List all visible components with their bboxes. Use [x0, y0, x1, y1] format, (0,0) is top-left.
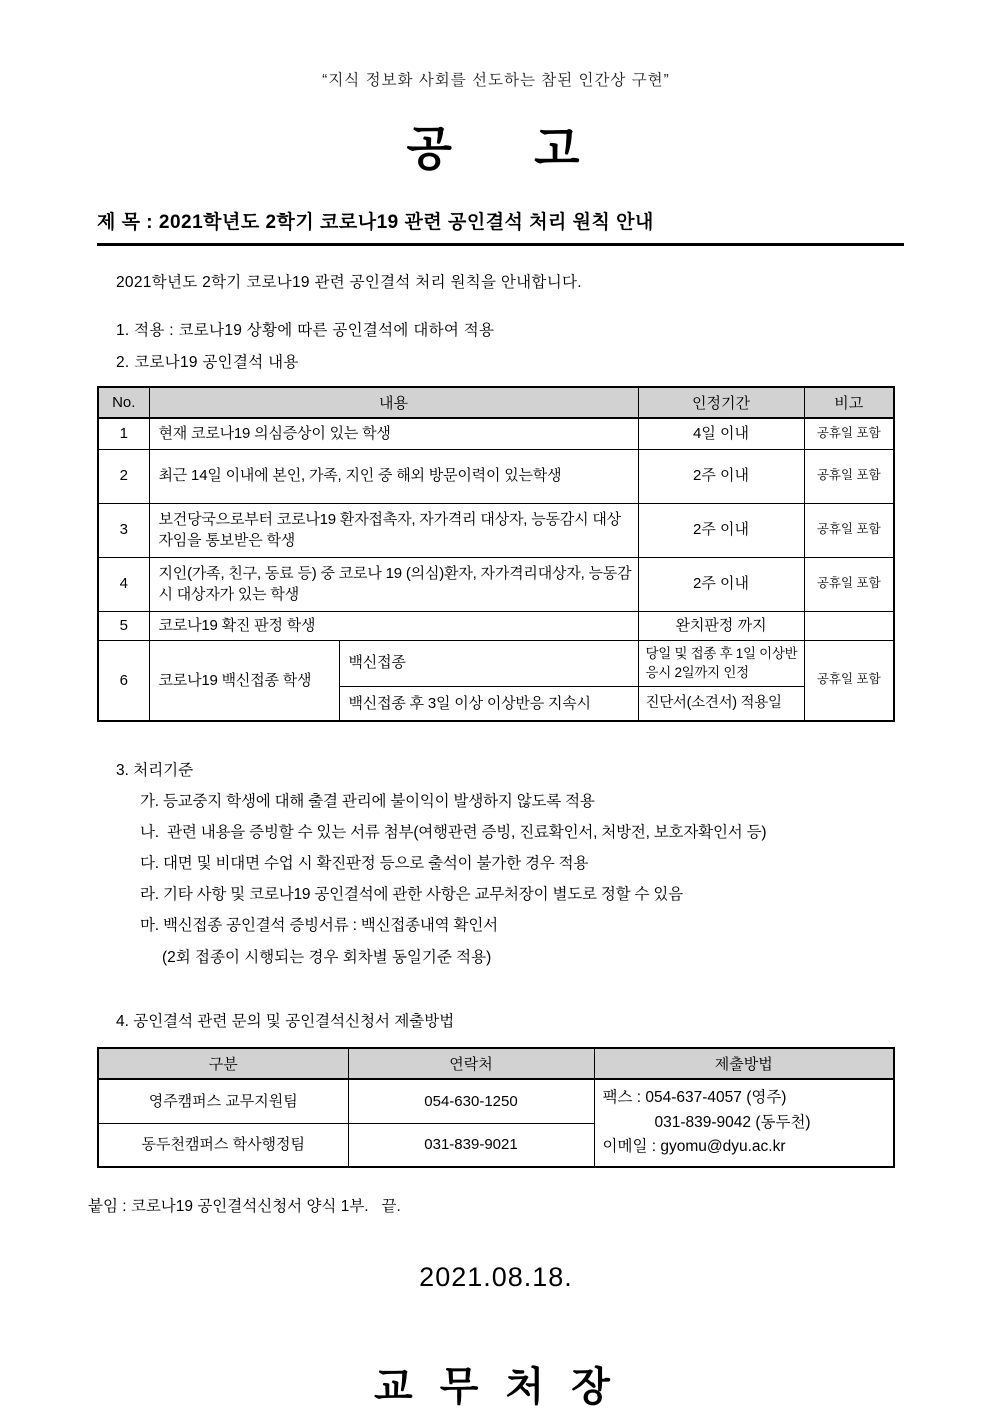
attachment-line: 붙임 : 코로나19 공인결석신청서 양식 1부. 끝.: [88, 1198, 401, 1215]
submission-fax-line1: 팩스 : 054-637-4057 (영주): [602, 1088, 787, 1106]
cell-note: 공휴일 포함: [804, 449, 894, 503]
cell-dept: 영주캠퍼스 교무지원팀: [98, 1079, 348, 1123]
section3-item-ra: 라. 기타 사항 및 코로나19 공인결석에 관한 사항은 교무처장이 별도로 정할 수 있음: [140, 886, 683, 903]
subject-line: 제 목 : 2021학년도 2학기 코로나19 관련 공인결석 처리 원칙 안내: [97, 207, 904, 246]
signature-dean-of-academic-affairs: 교 무 처 장: [374, 1365, 618, 1409]
document-date: 2021.08.18.: [419, 1262, 573, 1292]
section3-item-da: 다. 대면 및 비대면 수업 시 확진판정 등으로 출석이 불가한 경우 적용: [140, 855, 589, 872]
cell-vaccine-period2: 진단서(소견서) 적용일: [638, 686, 804, 721]
list-item-2-contents: 2. 코로나19 공인결석 내용: [116, 354, 299, 371]
cell-no: 3: [98, 503, 149, 557]
cell-no: 1: [98, 418, 149, 449]
cell-no: 2: [98, 449, 149, 503]
table-row: [98, 418, 894, 449]
cell-vaccine-group: 코로나19 백신접종 학생: [149, 640, 339, 721]
submission-email-line: 이메일 : gyomu@dyu.ac.kr: [602, 1138, 786, 1156]
document-title: 공 고: [406, 122, 586, 175]
cell-content: 현재 코로나19 의심증상이 있는 학생: [149, 418, 638, 449]
section3-item-na: 나. 관련 내용을 증빙할 수 있는 서류 첨부(여행관련 증빙, 진료확인서, 처방전, 보호자확인서 등): [140, 824, 767, 841]
covid-absence-table: [97, 386, 895, 722]
cell-phone: 031-839-9021: [348, 1123, 594, 1167]
intro-paragraph: 2021학년도 2학기 코로나19 관련 공인결석 처리 원칙을 안내합니다.: [116, 274, 582, 291]
cell-no: 4: [98, 557, 149, 611]
col-header-no: No.: [98, 387, 149, 418]
cell-content: 코로나19 확진 판정 학생: [149, 611, 638, 640]
col-header-dept: 구분: [98, 1048, 348, 1079]
cell-period: 2주 이내: [638, 557, 804, 611]
cell-period: 4일 이내: [638, 418, 804, 449]
cell-period: 완치판정 까지: [638, 611, 804, 640]
cell-vaccine-period1: 당일 및 접종 후 1일 이상반응시 2일까지 인정: [638, 640, 804, 686]
cell-content: 지인(가족, 친구, 동료 등) 중 코로나 19 (의심)환자, 자가격리대상자, 능동감시 대상자가 있는 학생: [149, 557, 638, 611]
cell-period: 2주 이내: [638, 449, 804, 503]
cell-vaccine-case1: 백신접종: [339, 640, 638, 686]
table-row: [98, 557, 894, 611]
cell-note: 공휴일 포함: [804, 503, 894, 557]
cell-note: 공휴일 포함: [804, 557, 894, 611]
section3-item-ga: 가. 등교중지 학생에 대해 출결 관리에 불이익이 발생하지 않도록 적용: [140, 793, 595, 810]
school-motto: “지식 정보화 사회를 선도하는 참된 인간상 구현”: [322, 72, 670, 89]
table-row: [98, 611, 894, 640]
submission-fax-line2: 031-839-9042 (동두천): [654, 1113, 811, 1131]
cell-content: 최근 14일 이내에 본인, 가족, 지인 중 해외 방문이력이 있는학생: [149, 449, 638, 503]
cell-vaccine-case2: 백신접종 후 3일 이상 이상반응 지속시: [339, 686, 638, 721]
cell-note: [804, 611, 894, 640]
col-header-period: 인정기간: [638, 387, 804, 418]
col-header-phone: 연락처: [348, 1048, 594, 1079]
col-header-content: 내용: [149, 387, 638, 418]
list-item-1-application: 1. 적용 : 코로나19 상황에 따른 공인결석에 대하여 적용: [116, 322, 495, 339]
cell-content: 보건당국으로부터 코로나19 환자접촉자, 자가격리 대상자, 능동감시 대상자임을 통보받은 학생: [149, 503, 638, 557]
col-header-note: 비고: [804, 387, 894, 418]
cell-period: 2주 이내: [638, 503, 804, 557]
contact-header-row: [98, 1048, 894, 1079]
cell-submission-methods: [594, 1079, 894, 1167]
table-header-row: [98, 387, 894, 418]
section4-heading: 4. 공인결석 관련 문의 및 공인결석신청서 제출방법: [116, 1013, 455, 1030]
cell-note: 공휴일 포함: [804, 418, 894, 449]
table-row: [98, 449, 894, 503]
section3-item-ma: 마. 백신접종 공인결석 증빙서류 : 백신접종내역 확인서: [140, 917, 498, 934]
col-header-submit: 제출방법: [594, 1048, 894, 1079]
section3-sub-note: (2회 접종이 시행되는 경우 회차별 동일기준 적용): [162, 949, 492, 966]
cell-note: 공휴일 포함: [804, 640, 894, 721]
cell-no: 5: [98, 611, 149, 640]
cell-phone: 054-630-1250: [348, 1079, 594, 1123]
cell-no: 6: [98, 640, 149, 721]
contact-row-yeongju: [98, 1079, 894, 1123]
table-row: [98, 503, 894, 557]
contact-table: [97, 1047, 895, 1168]
cell-dept: 동두천캠퍼스 학사행정팀: [98, 1123, 348, 1167]
table-row-vaccine-sub1: [98, 640, 894, 686]
section3-heading: 3. 처리기준: [116, 762, 194, 779]
